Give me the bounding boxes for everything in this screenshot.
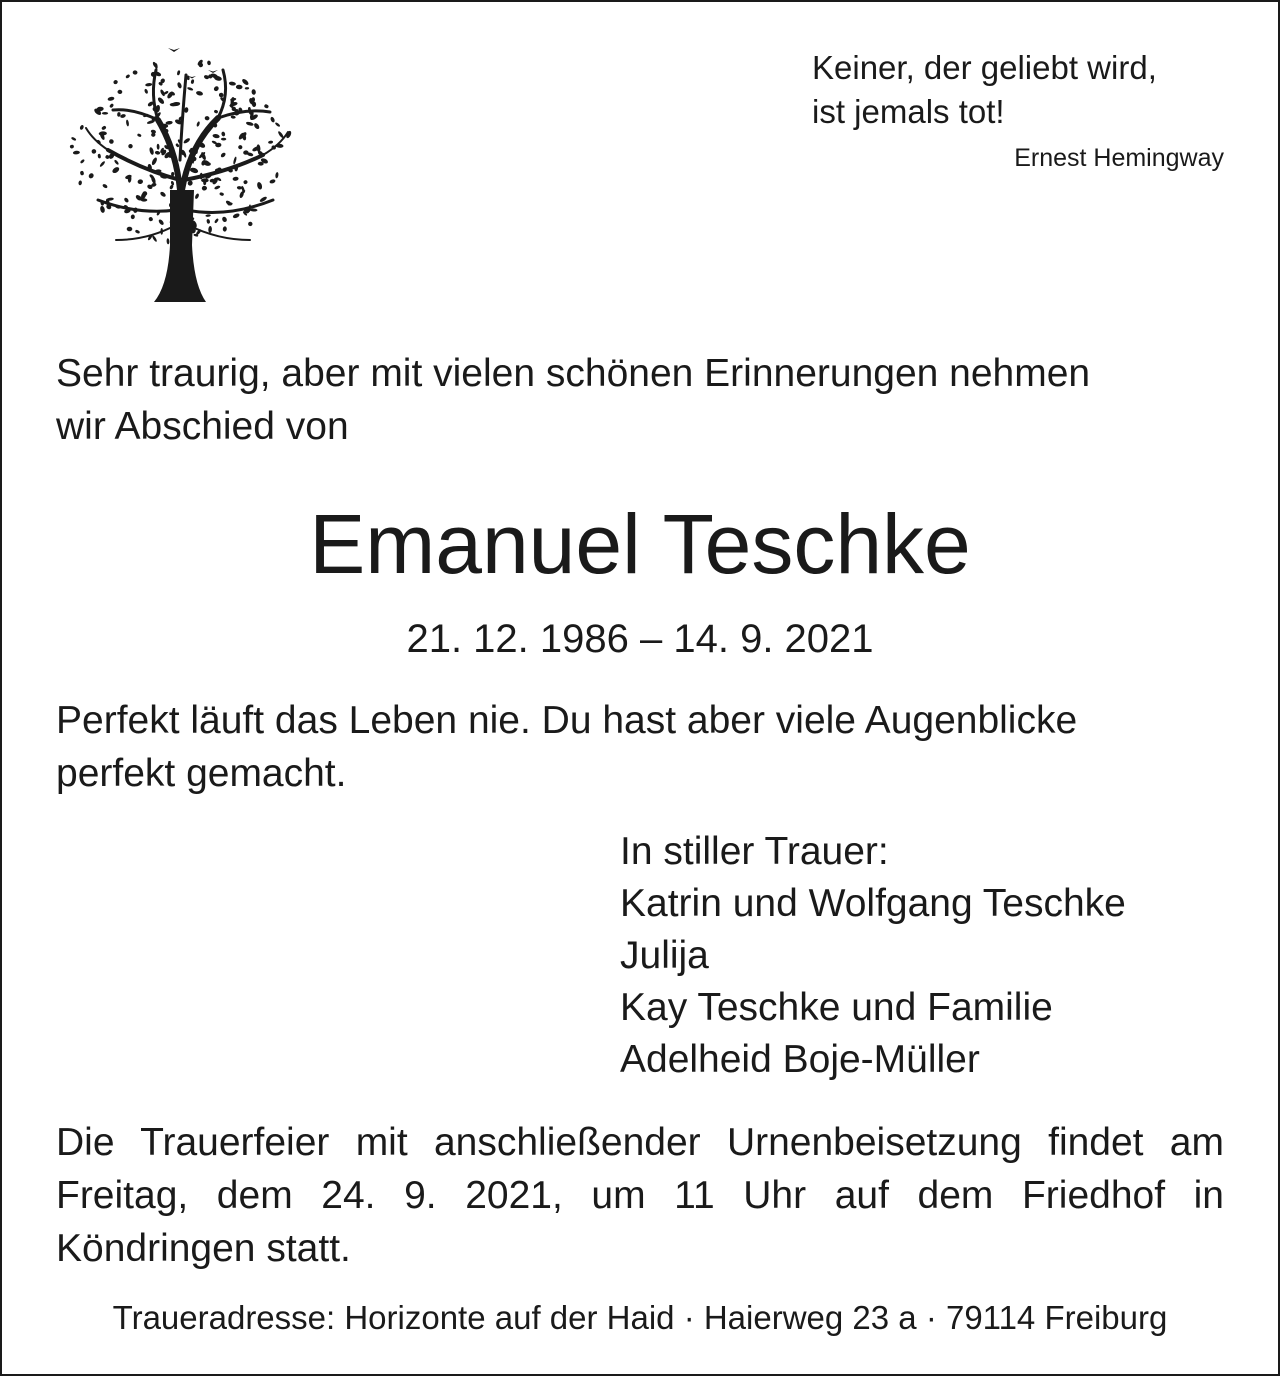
quote-line: Keiner, der geliebt wird, bbox=[812, 49, 1157, 86]
leaf bbox=[208, 226, 212, 233]
leaf bbox=[229, 81, 236, 86]
leaf bbox=[220, 152, 226, 158]
quote bbox=[812, 46, 1232, 134]
leaf bbox=[222, 226, 227, 232]
leaf bbox=[157, 96, 165, 105]
leaf bbox=[99, 205, 105, 213]
leaf bbox=[202, 186, 208, 191]
mourner-name: Julija bbox=[620, 934, 709, 977]
leaf bbox=[88, 172, 95, 179]
leaf bbox=[177, 82, 183, 89]
tree-icon bbox=[58, 40, 308, 310]
leaf bbox=[206, 219, 210, 224]
leaf bbox=[207, 60, 211, 65]
leaf bbox=[117, 112, 121, 117]
leaf bbox=[213, 85, 220, 92]
leaf bbox=[214, 109, 219, 114]
leaf bbox=[214, 185, 221, 190]
leaf bbox=[73, 150, 80, 154]
leaf bbox=[107, 96, 114, 101]
quote-line: ist jemals tot! bbox=[812, 93, 1005, 130]
leaf bbox=[221, 216, 227, 223]
leaf bbox=[111, 166, 120, 174]
leaf bbox=[126, 119, 130, 126]
leaf bbox=[102, 112, 108, 115]
leaf bbox=[269, 179, 276, 184]
leaf bbox=[256, 181, 263, 190]
leaf bbox=[204, 116, 210, 121]
leaf bbox=[148, 216, 153, 221]
leaf bbox=[102, 183, 108, 189]
leaf bbox=[232, 213, 240, 219]
leaf bbox=[80, 159, 85, 164]
leaf bbox=[70, 144, 75, 148]
leaf bbox=[166, 238, 169, 244]
leaf bbox=[145, 83, 152, 87]
leaf bbox=[155, 150, 161, 155]
mourners-heading: In stiller Trauer: bbox=[620, 830, 889, 873]
leaf bbox=[246, 121, 254, 126]
life-dates: 21. 12. 1986 – 14. 9. 2021 bbox=[406, 617, 874, 661]
leaf bbox=[149, 147, 155, 156]
leaf bbox=[196, 121, 200, 127]
verse-line: Perfekt läuft das Leben nie. Du hast aber viele Augenblicke bbox=[56, 699, 1078, 742]
leaf bbox=[275, 172, 279, 179]
leaf bbox=[125, 74, 130, 79]
leaf bbox=[137, 133, 142, 137]
leaf bbox=[177, 70, 181, 76]
leaf bbox=[157, 144, 160, 150]
leaf bbox=[241, 78, 249, 86]
leaf bbox=[91, 149, 96, 154]
leaf bbox=[270, 116, 276, 123]
leaf bbox=[201, 178, 209, 182]
leaf bbox=[99, 131, 107, 136]
leaf bbox=[205, 214, 211, 217]
mourner-name: Kay Teschke und Familie bbox=[620, 986, 1053, 1029]
leaf bbox=[264, 104, 270, 109]
leaf bbox=[158, 219, 165, 226]
leaf bbox=[71, 137, 77, 142]
deceased-name: Emanuel Teschke bbox=[309, 497, 971, 591]
leaf bbox=[237, 144, 243, 150]
leaf bbox=[108, 138, 114, 144]
leaf bbox=[212, 133, 220, 138]
leaf bbox=[135, 229, 141, 234]
leaf bbox=[151, 157, 158, 166]
mourner-name: Adelheid Boje-Müller bbox=[620, 1038, 980, 1081]
verse-line: perfekt gemacht. bbox=[56, 752, 347, 795]
leaf bbox=[137, 179, 143, 184]
leaf bbox=[159, 191, 166, 198]
leaf bbox=[196, 90, 204, 96]
intro-text bbox=[56, 347, 1224, 453]
leaf bbox=[221, 138, 226, 141]
intro-line: Sehr traurig, aber mit vielen schönen Erinnerungen nehmen bbox=[56, 352, 1091, 395]
leaf bbox=[275, 122, 281, 128]
leaf bbox=[79, 124, 84, 130]
leaf bbox=[183, 137, 191, 144]
leaf bbox=[214, 218, 219, 224]
leaf bbox=[236, 85, 243, 90]
leaf bbox=[230, 115, 235, 119]
leaf bbox=[175, 143, 180, 148]
leaf bbox=[253, 122, 260, 130]
leaf bbox=[113, 79, 119, 85]
leaf bbox=[127, 143, 133, 149]
leaf bbox=[243, 179, 248, 184]
verse-text bbox=[56, 694, 1224, 800]
leaf bbox=[251, 89, 256, 95]
leaf bbox=[194, 193, 199, 200]
leaf bbox=[123, 197, 129, 203]
leaf bbox=[245, 87, 250, 90]
leaf bbox=[99, 161, 106, 168]
leaf bbox=[97, 154, 101, 159]
leaf bbox=[233, 156, 237, 164]
leaf bbox=[268, 140, 273, 144]
leaf bbox=[248, 221, 253, 226]
leaf bbox=[190, 79, 194, 84]
leaf bbox=[78, 180, 82, 185]
leaf bbox=[127, 227, 133, 232]
mourners-list bbox=[620, 826, 1240, 1086]
leaf bbox=[151, 235, 157, 243]
leaf bbox=[130, 214, 135, 219]
quote-author: Ernest Hemingway bbox=[1014, 144, 1224, 172]
mourning-address: Traueradresse: Horizonte auf der Haid · Haierweg 23 a · 79114 Freiburg bbox=[112, 1299, 1168, 1336]
intro-line: wir Abschied von bbox=[56, 405, 349, 448]
leaf bbox=[219, 192, 224, 196]
mourner-name: Katrin und Wolfgang Teschke bbox=[620, 882, 1126, 925]
leaf bbox=[120, 113, 126, 118]
leaf bbox=[237, 186, 242, 190]
leaf bbox=[117, 90, 122, 94]
leaf bbox=[232, 176, 238, 181]
leaf bbox=[133, 70, 138, 75]
leaf bbox=[101, 125, 107, 130]
leaf bbox=[114, 159, 120, 165]
leaf bbox=[187, 87, 194, 92]
leaf bbox=[221, 131, 226, 137]
leaf bbox=[109, 103, 114, 108]
leaf bbox=[80, 171, 85, 176]
funeral-info: Die Trauerfeier mit anschließender Urnenbeisetzung findet am Freitag, dem 24. 9. 2021, um 11 Uhr auf dem Friedhof in Köndringen statt. bbox=[56, 1121, 1224, 1270]
leaf bbox=[144, 88, 149, 94]
